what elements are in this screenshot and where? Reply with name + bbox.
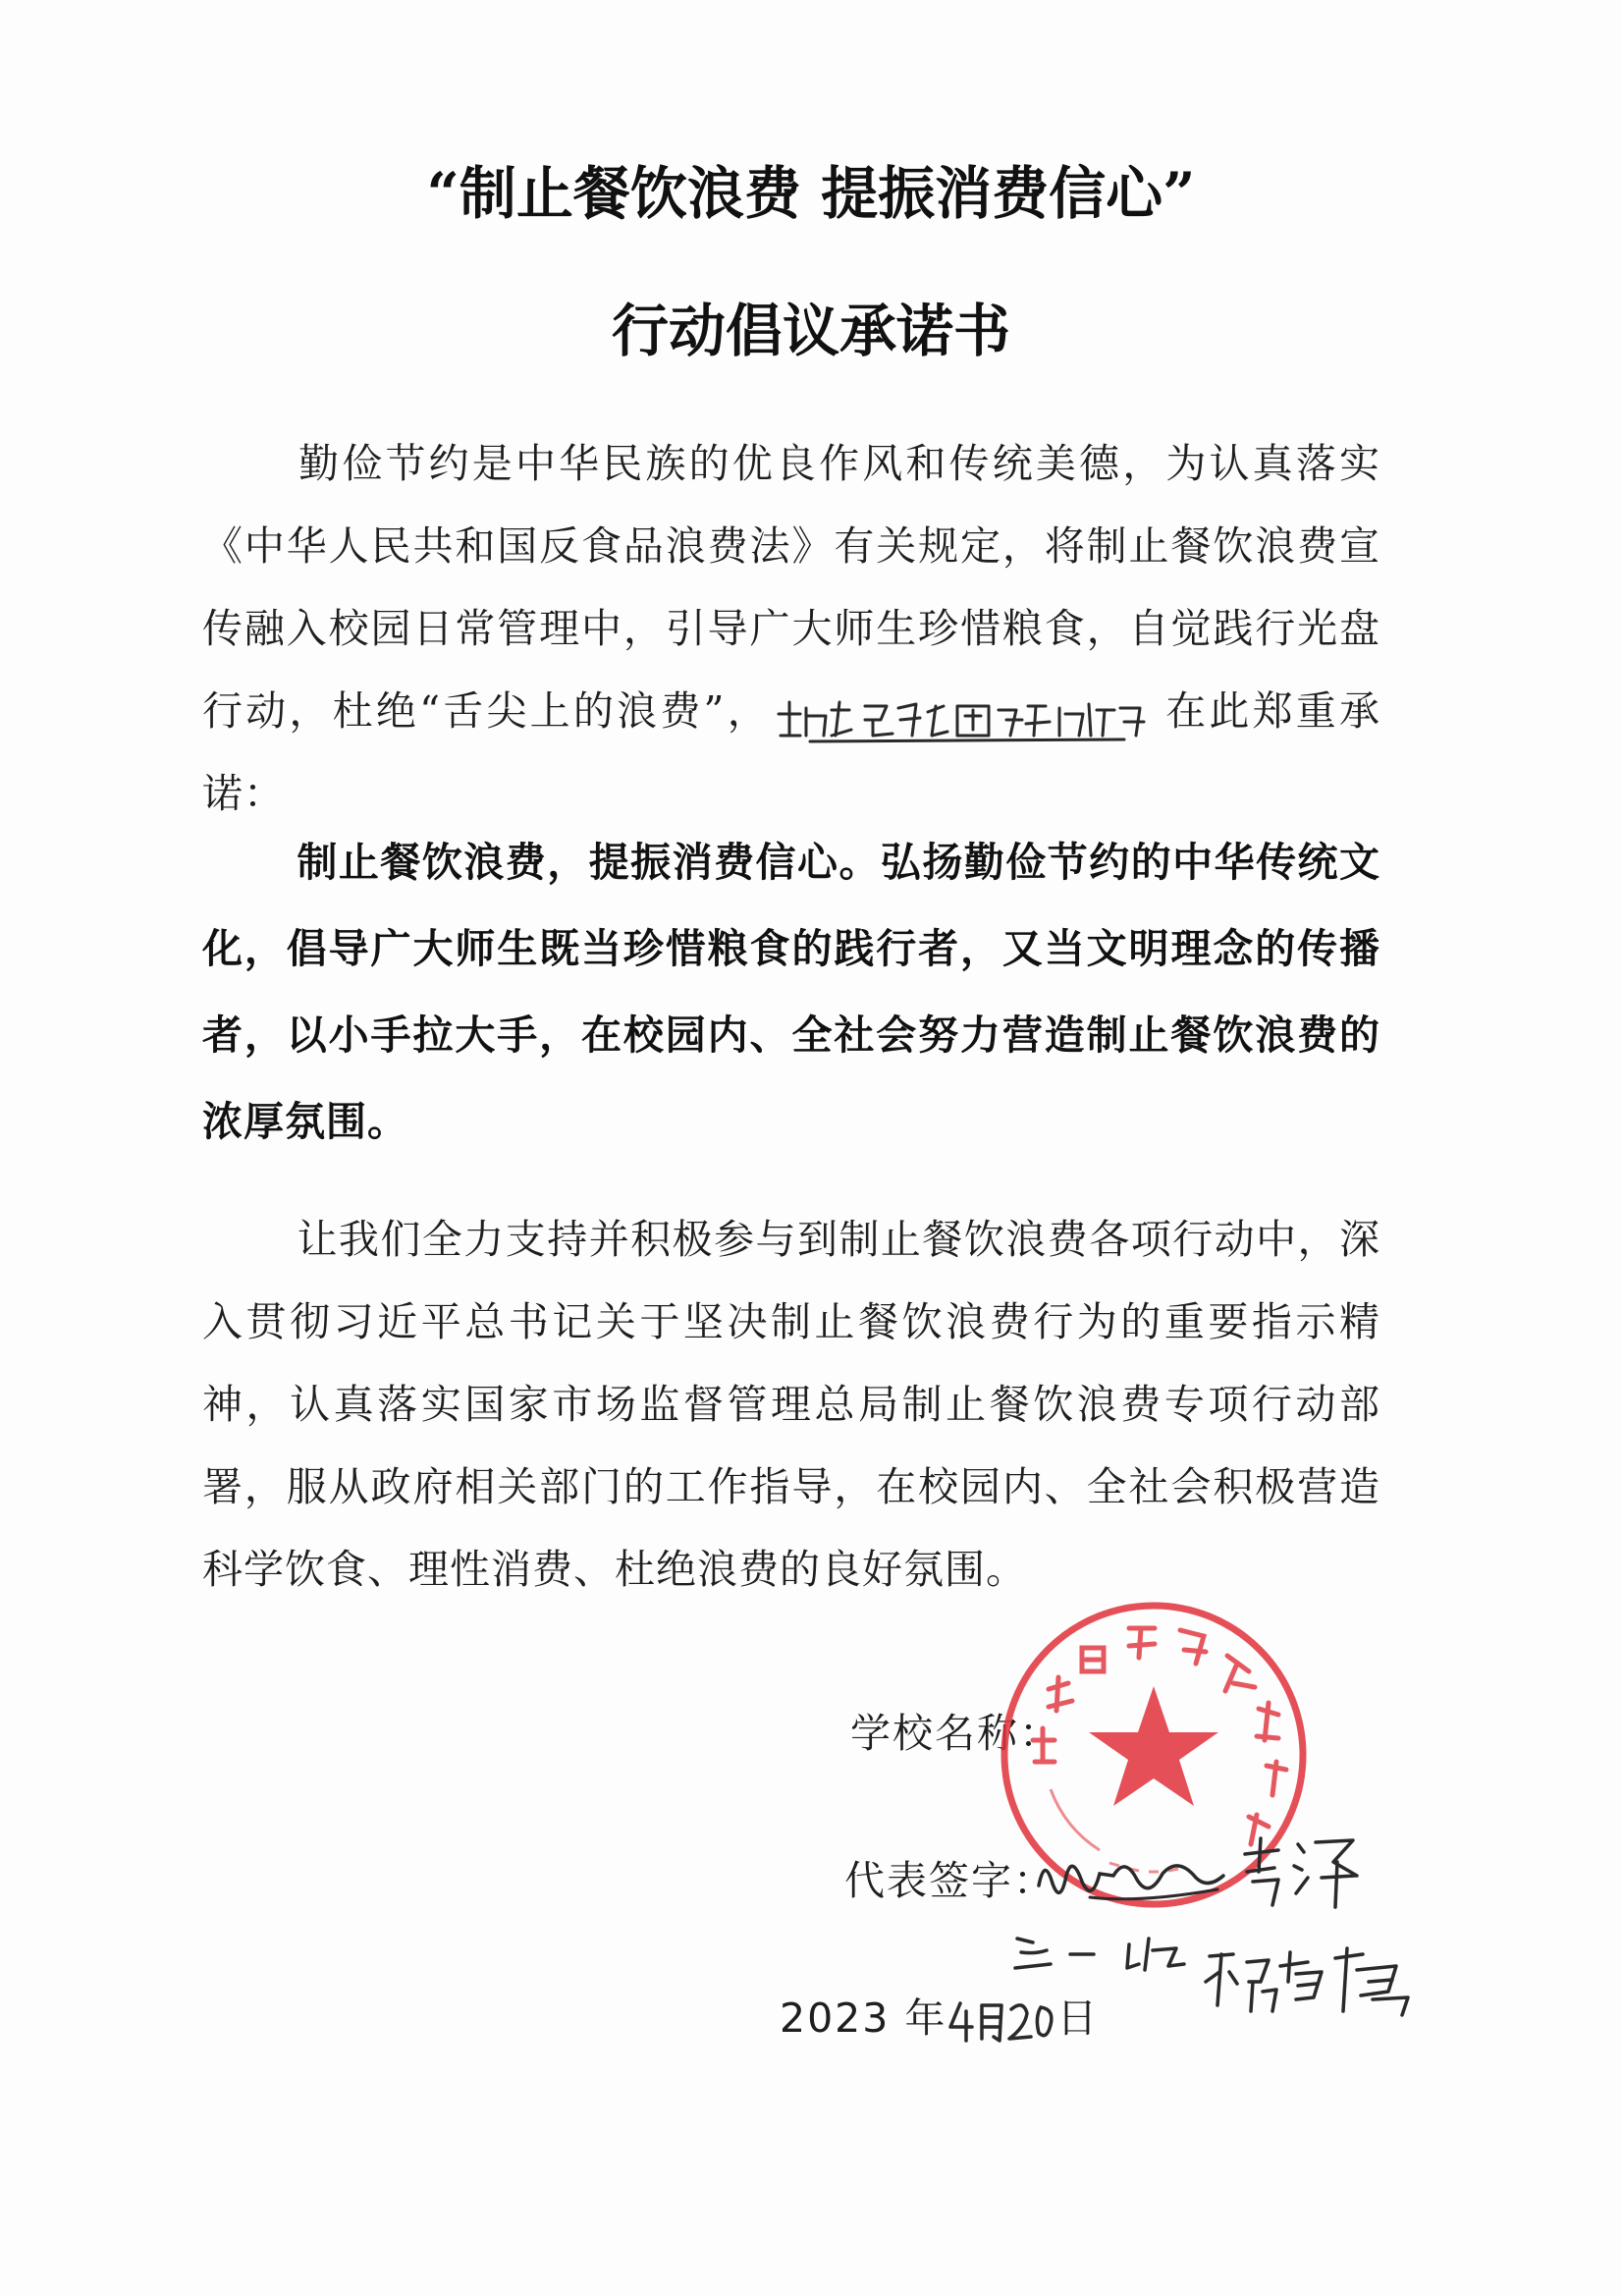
date-year: 2023 年 (780, 1995, 947, 2042)
intro-paragraph (202, 422, 1380, 835)
document-subtitle: 行动倡议承诺书 (611, 298, 1010, 364)
document-title: “制止餐饮浪费 提振消费信心” (426, 160, 1196, 227)
signature-3 (1011, 1925, 1208, 1988)
school-name-label: 学校名称： (850, 1710, 1061, 1757)
commitment-paragraph (202, 819, 1380, 1165)
intro-text-end: 在此郑重承诺： (202, 687, 1381, 817)
commitment-text: 制止餐饮浪费，提振消费信心。弘扬勤俭节约的中华传统文化，倡导广大师生既当珍惜粮食的践行者，又当文明理念的传播者，以小手拉大手，在校园内、全社会努力营造制止餐饮浪费的浓厚氛围。 (202, 839, 1380, 1145)
signature-label: 代表签字： (844, 1857, 1055, 1904)
support-text: 让我们全力支持并积极参与到制止餐饮浪费各项行动中，深入贯彻习近平总书记关于坚决制止餐饮浪费行为的重要指示精神，认真落实国家市场监督管理总局制止餐饮浪费专项行动部署，服从政府相关部门的工作指导，在校园内、全社会积极营造科学饮食、理性消费、杜绝浪费的良好氛围。 (202, 1216, 1380, 1593)
signature-1 (1031, 1846, 1227, 1919)
intro-text: 勤俭节约是中华民族的优良作风和传统美德，为认真落实《中华人民共和国反食品浪费法》有关规定，将制止餐饮浪费宣传融入校园日常管理中，引导广大师生珍惜粮食，自觉践行光盘行动，杜绝“舌尖上的浪费”， (202, 440, 1380, 735)
signature-4 (1200, 1942, 1416, 2025)
date-day-suffix: 日 (1056, 1995, 1100, 2042)
date-handwritten (946, 1995, 1056, 2045)
handwritten-school-name (771, 690, 1163, 739)
date-line (780, 1986, 1099, 2045)
signature-2 (1239, 1832, 1367, 1915)
support-paragraph (202, 1198, 1380, 1611)
